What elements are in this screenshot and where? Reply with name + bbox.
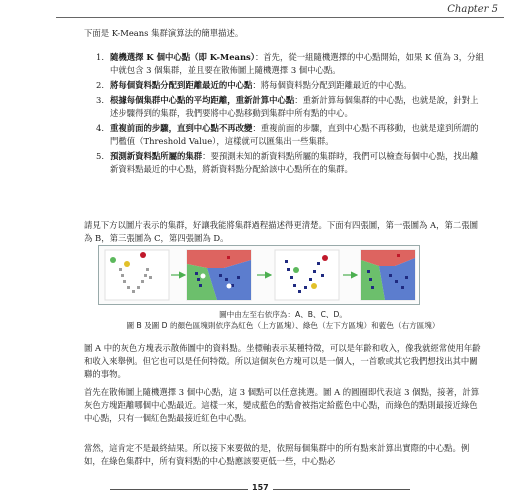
list-item: 3. 根據每個集群中心點的平均距離，重新計算中心點：重新計算每個集群的中心點，也就是說，針對上述步驟得到的集群，我們要將中心點移動到集群中所有點的中心。 [96, 95, 479, 118]
chapter-header: Chapter 5 [447, 4, 498, 15]
body-paragraph: 首先在散佈圖上隨機選擇 3 個中心點，這 3 個點可以任意挑選。圖 A 的圓圈即代表這 3 個點，接著，計算灰色方塊距離哪個中心點最近。這樣一來，變成藍色的點會被指定給藍色中心點，而綠色的點則最接近綠色中心點，只有一個紅色點最接近紅色中心點。 [84, 387, 480, 423]
body-paragraph: 圖 A 中的灰色方塊表示散佈圖中的資料點。坐標軸表示某種特徵，可以是年齡和收入，像我就經常使用年齡和收入來舉例。但它也可以是任何特徵。所以這個灰色方塊可以是一個人，一首歌或其它我們想找出其中關聯的事物。 [84, 343, 481, 379]
figure-intro-paragraph: 請見下方以圖片表示的集群，好讓我能將集群過程描述得更清楚。下面有四張圖，第一張圖為 A，第二張圖為 B，第三張圖為 C，第四張圖為 D。 [84, 220, 478, 243]
panel-a [105, 250, 169, 300]
list-item: 5. 預測新資料點所屬的集群：要預測未知的新資料點所屬的集群時，我們可以檢查每個中心點，找出離新資料點最近的中心點，將新資料點分配給該中心點所在的集群。 [96, 151, 479, 174]
kmeans-figure [98, 245, 420, 305]
list-item: 4. 重複前面的步驟，直到中心點不再改變：重複前面的步驟，直到中心點不再移動，也就是達到所謂的門檻值（Threshold Value），這樣就可以匯集出一些集群。 [96, 123, 479, 146]
green-centroid [110, 257, 116, 263]
list-item: 2. 將每個資料點分配到距離最近的中心點：將每個資料點分配到距離最近的中心點。 [96, 80, 412, 90]
header-rule [56, 17, 504, 18]
red-centroid [140, 252, 146, 258]
page-number: 157 [248, 483, 273, 492]
algorithm-steps [96, 51, 486, 178]
panel-b [187, 250, 251, 300]
panel-d [361, 250, 415, 300]
panel-c [275, 250, 339, 300]
body-paragraph: 當然，這肯定不是最終結果。所以接下來要做的是，依照每個集群中的所有點來計算出實際的中心點。例如，在綠色集群中，所有資料點的中心點應該要更低一些，中心點必 [84, 443, 470, 466]
figure-caption-line2: 圖 B 及圖 D 的顏色區塊則依序為紅色（上方區塊）、綠色（左下方區塊）和藍色（右方區塊） [126, 321, 440, 330]
yellow-centroid [124, 261, 130, 267]
kmeans-diagram [99, 246, 419, 304]
list-item: 1. 隨機選擇 K 個中心點（即 K-Means）：首先，從一組隨機選擇的中心點開始，如果 K 值為 3，分組中就包含 3 個集群，並且要在散佈圖上隨機選擇 3 個中心點。 [96, 52, 484, 75]
intro-paragraph: 下面是 K-Means 集群演算法的簡單描述。 [84, 28, 244, 38]
figure-caption-line1: 圖中由左至右依序為：A、B、C、D。 [219, 310, 347, 319]
